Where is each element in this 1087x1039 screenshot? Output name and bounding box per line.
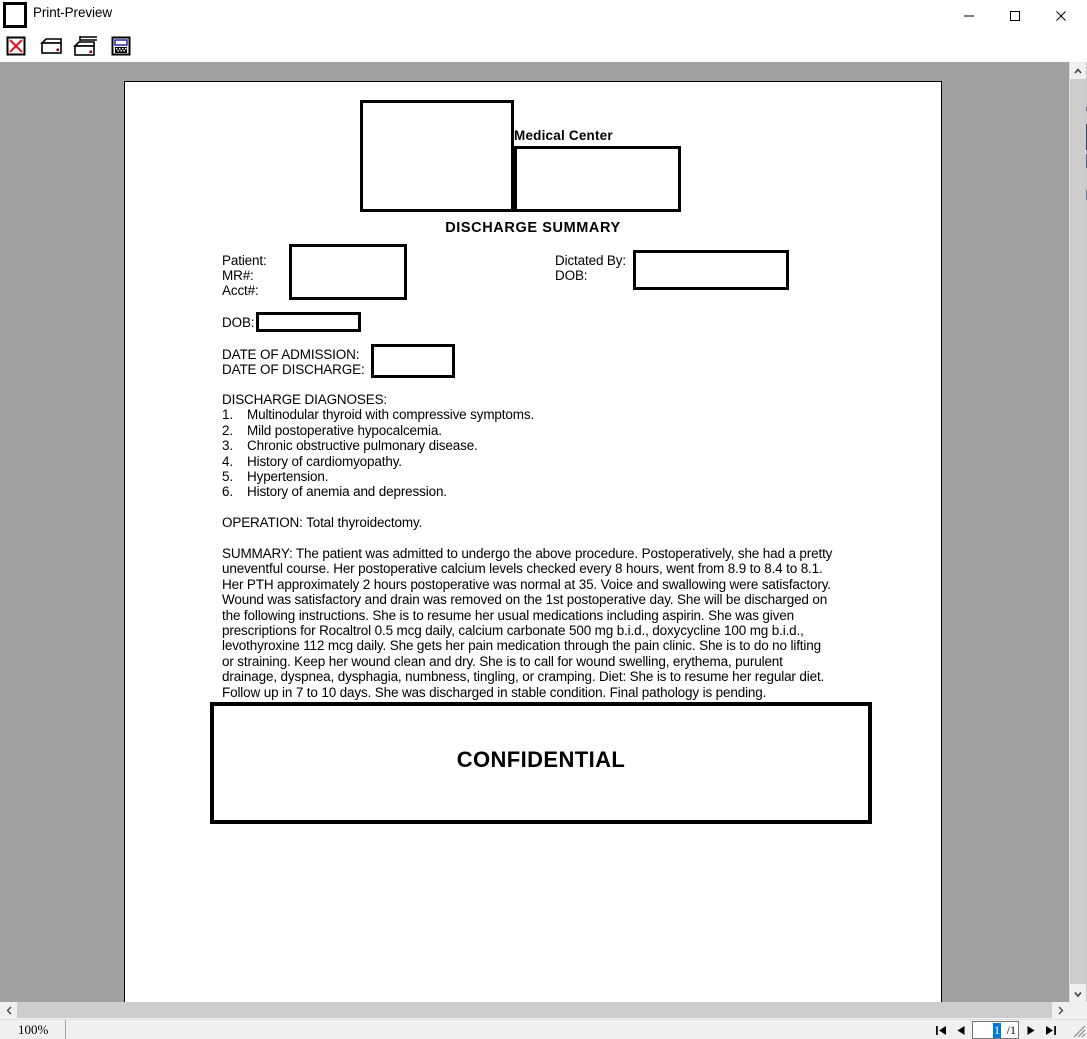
- vertical-scroll-thumb[interactable]: [1070, 79, 1086, 984]
- scroll-down-button[interactable]: [1070, 985, 1086, 1002]
- list-item: [222, 454, 872, 469]
- diagnosis-number: 5.: [222, 469, 233, 485]
- diagnosis-number: 4.: [222, 453, 233, 469]
- diagnosis-text: Multinodular thyroid with compressive symptoms.: [247, 407, 535, 423]
- page-number-input[interactable]: [972, 1021, 1019, 1039]
- label-dob: DOB:: [222, 315, 255, 330]
- first-page-button[interactable]: [931, 1021, 951, 1039]
- diagnosis-number: 3.: [222, 438, 233, 454]
- status-zoom-value: 100%: [18, 1022, 49, 1037]
- next-page-icon: [1026, 1025, 1036, 1036]
- horizontal-scrollbar[interactable]: [0, 1002, 1069, 1019]
- printer-setup-icon: [73, 35, 99, 57]
- label-date-of-admission: DATE OF ADMISSION:: [222, 347, 360, 362]
- label-account-number: Acct#:: [222, 283, 259, 298]
- minimize-button[interactable]: [946, 0, 992, 31]
- label-patient: Patient:: [222, 253, 267, 268]
- document-title: DISCHARGE SUMMARY: [445, 220, 621, 236]
- maximize-button[interactable]: [992, 0, 1038, 31]
- list-item: [222, 423, 872, 438]
- redaction-box-dates: [371, 344, 455, 378]
- window-title: Print-Preview: [33, 5, 112, 20]
- page-number-value: 1: [994, 1023, 1000, 1037]
- minimize-icon: [963, 10, 975, 22]
- redaction-box-dob: [256, 312, 361, 332]
- cancel-button[interactable]: [2, 32, 30, 60]
- redaction-box-logo: [360, 100, 514, 212]
- list-item: [222, 438, 872, 453]
- title-bar: [0, 0, 1087, 31]
- diagnosis-number: 6.: [222, 484, 233, 500]
- summary-line: Follow up in 7 to 10 days. She was discharged in stable condition. Final pathology is pending.: [222, 684, 767, 700]
- status-zoom-panel: [0, 1020, 66, 1039]
- summary-line: SUMMARY: The patient was admitted to undergo the above procedure. Postoperatively, she had a pretty: [222, 546, 833, 562]
- close-x-icon: [5, 35, 27, 57]
- scroll-right-button[interactable]: [1052, 1002, 1069, 1018]
- label-mr-number: MR#:: [222, 268, 254, 283]
- list-item: [222, 484, 872, 499]
- last-page-icon: [1045, 1025, 1057, 1036]
- diagnosis-text: Mild postoperative hypocalcemia.: [247, 422, 442, 438]
- scroll-up-button[interactable]: [1070, 62, 1086, 79]
- redaction-box-patient: [289, 244, 407, 300]
- maximize-icon: [1009, 10, 1021, 22]
- facility-name: Medical Center: [514, 128, 613, 143]
- close-button[interactable]: [1038, 0, 1084, 31]
- printer-icon: [39, 36, 63, 56]
- operation-line: OPERATION: Total thyroidectomy.: [222, 515, 423, 531]
- preview-page: [124, 81, 942, 1002]
- chevron-left-icon: [6, 1006, 12, 1015]
- chevron-down-icon: [1074, 991, 1082, 997]
- diagnosis-text: History of anemia and depression.: [247, 484, 447, 500]
- close-icon: [1055, 10, 1067, 22]
- page-setup-button[interactable]: [72, 32, 100, 60]
- horizontal-scroll-thumb[interactable]: [17, 1002, 1052, 1018]
- label-dob-right: DOB:: [555, 268, 588, 283]
- redaction-box-address: [514, 146, 681, 212]
- summary-line: prescriptions for Rocaltrol 0.5 mcg daily, calcium carbonate 500 mg b.i.d., doxycycline 100 mg b.i.d.,: [222, 623, 804, 639]
- export-button[interactable]: [107, 32, 135, 60]
- confidential-stamp-text: CONFIDENTIAL: [456, 747, 626, 772]
- save-export-icon: [110, 35, 132, 57]
- previous-page-icon: [956, 1025, 966, 1036]
- list-item: [222, 407, 872, 422]
- redaction-box-dictated-by: [633, 250, 789, 290]
- chevron-up-icon: [1074, 68, 1082, 74]
- diagnosis-number: 1.: [222, 407, 233, 423]
- toolbar: [0, 31, 1087, 62]
- scrollbar-corner: [1069, 1002, 1087, 1019]
- page-total-value: /1: [1006, 1023, 1016, 1037]
- previous-page-button[interactable]: [951, 1021, 971, 1039]
- label-date-of-discharge: DATE OF DISCHARGE:: [222, 362, 365, 377]
- vertical-scrollbar[interactable]: [1069, 62, 1086, 1002]
- diagnosis-number: 2.: [222, 422, 233, 438]
- document-body: [222, 392, 872, 700]
- confidential-stamp-box: [210, 702, 872, 824]
- summary-line: the following instructions. She is to resume her usual medications including aspirin. She was given: [222, 607, 794, 623]
- spacer: [222, 531, 872, 546]
- preview-canvas[interactable]: [0, 62, 1069, 1002]
- label-dictated-by: Dictated By:: [555, 253, 626, 268]
- diagnosis-text: History of cardiomyopathy.: [247, 453, 402, 469]
- print-button[interactable]: [37, 32, 65, 60]
- list-item: [222, 469, 872, 484]
- summary-paragraph: [222, 546, 872, 700]
- status-bar: [0, 1019, 1087, 1039]
- summary-line: drainage, dyspnea, dysphagia, numbness, tingling, or cramping. Diet: She is to resume her regular diet.: [222, 669, 825, 685]
- scroll-left-button[interactable]: [0, 1002, 17, 1018]
- diagnoses-list: [222, 407, 872, 499]
- summary-line: uneventful course. Her postoperative calcium levels checked every 8 hours, went from 8.9 to 8.4 to 8.1.: [222, 561, 823, 577]
- summary-line: Her PTH approximately 2 hours postoperative was normal at 35. Voice and swallowing were satisfactory.: [222, 576, 831, 592]
- next-page-button[interactable]: [1021, 1021, 1041, 1039]
- summary-line: or straining. Keep her wound clean and dry. She is to call for wound swelling, erythema, purulent: [222, 653, 783, 669]
- last-page-button[interactable]: [1041, 1021, 1061, 1039]
- summary-line: Wound was satisfactory and drain was removed on the 1st postoperative day. She will be discharged on: [222, 592, 828, 608]
- spacer: [222, 500, 872, 515]
- app-window-icon: [3, 2, 27, 28]
- resize-grip-icon[interactable]: [1070, 1022, 1086, 1038]
- diagnoses-heading: DISCHARGE DIAGNOSES:: [222, 392, 388, 407]
- diagnosis-text: Chronic obstructive pulmonary disease.: [247, 438, 478, 454]
- summary-line: levothyroxine 112 mcg daily. She gets her pain medication through the pain clinic. She is to do no lifting: [222, 638, 821, 654]
- first-page-icon: [935, 1025, 947, 1036]
- diagnosis-text: Hypertension.: [247, 469, 329, 485]
- chevron-right-icon: [1058, 1006, 1064, 1015]
